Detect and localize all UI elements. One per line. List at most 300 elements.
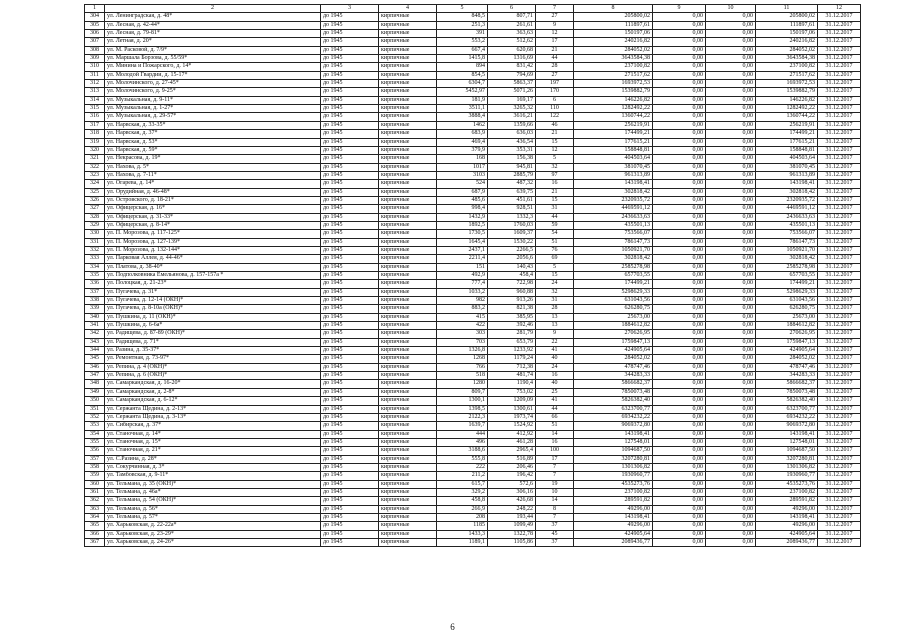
- col9-value-cell: 0,00: [653, 388, 706, 396]
- date-cell: 31.12.2017: [818, 272, 861, 280]
- address-cell: ул. Станочная, д. 21*: [105, 447, 321, 455]
- wall-material-cell: кирпичные: [379, 355, 437, 363]
- residents-cell: 37: [536, 522, 574, 530]
- date-cell: 31.12.2017: [818, 38, 861, 46]
- col11-value-cell: 240216,82: [756, 38, 818, 46]
- cost-cell: 626280,75: [574, 305, 653, 313]
- construction-year-cell: до 1945: [321, 155, 379, 163]
- address-cell: ул. П. Морозова, д. 127-139*: [105, 238, 321, 246]
- total-area-cell: 151: [437, 263, 488, 271]
- row-number-cell: 355: [85, 438, 105, 446]
- construction-year-cell: до 1945: [321, 130, 379, 138]
- row-number-cell: 336: [85, 280, 105, 288]
- construction-year-cell: до 1945: [321, 505, 379, 513]
- wall-material-cell: кирпичные: [379, 372, 437, 380]
- col9-value-cell: 0,00: [653, 288, 706, 296]
- table-row: [85, 221, 861, 229]
- address-cell: ул. Полоцкая, д. 21-23*: [105, 280, 321, 288]
- total-area-cell: 3511,1: [437, 105, 488, 113]
- col9-value-cell: 0,00: [653, 205, 706, 213]
- date-cell: 31.12.2017: [818, 288, 861, 296]
- row-number-cell: 315: [85, 105, 105, 113]
- cost-cell: 5826382,40: [574, 397, 653, 405]
- date-cell: 31.12.2017: [818, 180, 861, 188]
- date-cell: 31.12.2017: [818, 372, 861, 380]
- address-cell: ул. Сибирская, д. 37*: [105, 422, 321, 430]
- col9-value-cell: 0,00: [653, 63, 706, 71]
- total-area-cell: 391: [437, 30, 488, 38]
- cost-cell: 143198,41: [574, 180, 653, 188]
- address-cell: ул. Пугачева, д. 12-14 (ОКН)*: [105, 297, 321, 305]
- wall-material-cell: кирпичные: [379, 55, 437, 63]
- col9-value-cell: 0,00: [653, 71, 706, 79]
- date-cell: 31.12.2017: [818, 530, 861, 538]
- col11-value-cell: 177615,21: [756, 138, 818, 146]
- construction-year-cell: до 1945: [321, 472, 379, 480]
- date-cell: 31.12.2017: [818, 221, 861, 229]
- col11-value-cell: 381070,45: [756, 163, 818, 171]
- row-number-cell: 347: [85, 372, 105, 380]
- address-cell: ул. Офицерская, д. 16*: [105, 205, 321, 213]
- living-area-cell: 928,51: [488, 205, 536, 213]
- wall-material-cell: кирпичные: [379, 255, 437, 263]
- col10-value-cell: 0,00: [706, 46, 756, 54]
- total-area-cell: 181,9: [437, 96, 488, 104]
- cost-cell: 424905,64: [574, 347, 653, 355]
- cost-cell: 1693972,53: [574, 80, 653, 88]
- col10-value-cell: 0,00: [706, 30, 756, 38]
- row-number-cell: 353: [85, 422, 105, 430]
- col10-value-cell: 0,00: [706, 413, 756, 421]
- col9-value-cell: 0,00: [653, 55, 706, 63]
- date-cell: 31.12.2017: [818, 55, 861, 63]
- wall-material-cell: кирпичные: [379, 121, 437, 129]
- col10-value-cell: 0,00: [706, 338, 756, 346]
- row-number-cell: 326: [85, 196, 105, 204]
- living-area-cell: 712,38: [488, 363, 536, 371]
- wall-material-cell: кирпичные: [379, 71, 437, 79]
- construction-year-cell: до 1945: [321, 46, 379, 54]
- residents-cell: 100: [536, 447, 574, 455]
- table-row: [85, 88, 861, 96]
- table-row: [85, 513, 861, 521]
- col9-value-cell: 0,00: [653, 363, 706, 371]
- cost-cell: 5866682,37: [574, 380, 653, 388]
- residents-cell: 76: [536, 246, 574, 254]
- cost-cell: 240216,82: [574, 38, 653, 46]
- col9-value-cell: 0,00: [653, 497, 706, 505]
- address-cell: ул. Молодой Гвардии, д. 15-17*: [105, 71, 321, 79]
- address-cell: ул. Парковая Аллея, д. 44-46*: [105, 255, 321, 263]
- wall-material-cell: кирпичные: [379, 363, 437, 371]
- residents-cell: 7: [536, 463, 574, 471]
- table-row: [85, 438, 861, 446]
- residents-cell: 66: [536, 413, 574, 421]
- date-cell: 31.12.2017: [818, 105, 861, 113]
- table-row: [85, 238, 861, 246]
- cost-cell: 1094687,50: [574, 447, 653, 455]
- residents-cell: 45: [536, 530, 574, 538]
- construction-year-cell: до 1945: [321, 305, 379, 313]
- col9-value-cell: 0,00: [653, 163, 706, 171]
- table-row: [85, 38, 861, 46]
- residents-cell: 40: [536, 355, 574, 363]
- col10-value-cell: 0,00: [706, 238, 756, 246]
- residents-cell: 27: [536, 13, 574, 21]
- col10-value-cell: 0,00: [706, 455, 756, 463]
- date-cell: 31.12.2017: [818, 305, 861, 313]
- total-area-cell: 3103: [437, 171, 488, 179]
- wall-material-cell: кирпичные: [379, 505, 437, 513]
- col9-value-cell: 0,00: [653, 30, 706, 38]
- col10-value-cell: 0,00: [706, 55, 756, 63]
- col9-value-cell: 0,00: [653, 113, 706, 121]
- col9-value-cell: 0,00: [653, 522, 706, 530]
- col9-value-cell: 0,00: [653, 313, 706, 321]
- cost-cell: 174499,21: [574, 130, 653, 138]
- col10-value-cell: 0,00: [706, 138, 756, 146]
- wall-material-cell: кирпичные: [379, 138, 437, 146]
- cost-cell: 302818,42: [574, 255, 653, 263]
- table-row: [85, 155, 861, 163]
- construction-year-cell: до 1945: [321, 146, 379, 154]
- table-row: [85, 455, 861, 463]
- construction-year-cell: до 1945: [321, 455, 379, 463]
- construction-year-cell: до 1945: [321, 205, 379, 213]
- col10-value-cell: 0,00: [706, 522, 756, 530]
- table-row: [85, 146, 861, 154]
- residents-cell: 170: [536, 88, 574, 96]
- residents-cell: 31: [536, 297, 574, 305]
- total-area-cell: 777,4: [437, 280, 488, 288]
- wall-material-cell: кирпичные: [379, 472, 437, 480]
- cost-cell: 435501,13: [574, 221, 653, 229]
- date-cell: 31.12.2017: [818, 338, 861, 346]
- cost-cell: 158848,81: [574, 146, 653, 154]
- date-cell: 31.12.2017: [818, 363, 861, 371]
- wall-material-cell: кирпичные: [379, 46, 437, 54]
- living-area-cell: 1233,92: [488, 347, 536, 355]
- living-area-cell: 363,63: [488, 30, 536, 38]
- date-cell: 31.12.2017: [818, 113, 861, 121]
- residents-cell: 28: [536, 63, 574, 71]
- total-area-cell: 3188,6: [437, 447, 488, 455]
- table-row: [85, 397, 861, 405]
- construction-year-cell: до 1945: [321, 530, 379, 538]
- table-row: [85, 30, 861, 38]
- col10-value-cell: 0,00: [706, 388, 756, 396]
- cost-cell: 9069372,80: [574, 422, 653, 430]
- residents-cell: 44: [536, 213, 574, 221]
- residents-cell: 24: [536, 363, 574, 371]
- address-cell: ул. Пугачева, д. 31*: [105, 288, 321, 296]
- address-cell: ул. Минина и Пожарского, д. 14*: [105, 63, 321, 71]
- row-number-cell: 308: [85, 46, 105, 54]
- date-cell: 31.12.2017: [818, 355, 861, 363]
- row-number-cell: 316: [85, 113, 105, 121]
- living-area-cell: 2885,79: [488, 171, 536, 179]
- cost-cell: 302818,42: [574, 188, 653, 196]
- col9-value-cell: 0,00: [653, 180, 706, 188]
- living-area-cell: 753,02: [488, 388, 536, 396]
- row-number-cell: 349: [85, 388, 105, 396]
- col11-value-cell: 302818,42: [756, 188, 818, 196]
- residents-cell: 15: [536, 138, 574, 146]
- cost-cell: 1301306,82: [574, 463, 653, 471]
- col10-value-cell: 0,00: [706, 505, 756, 513]
- living-area-cell: 426,68: [488, 497, 536, 505]
- living-area-cell: 512,62: [488, 38, 536, 46]
- col9-value-cell: 0,00: [653, 322, 706, 330]
- col11-value-cell: 1693972,53: [756, 80, 818, 88]
- row-number-cell: 334: [85, 263, 105, 271]
- total-area-cell: 1639,7: [437, 422, 488, 430]
- living-area-cell: 5071,26: [488, 88, 536, 96]
- address-cell: ул. Лесная, д. 42-44*: [105, 21, 321, 29]
- date-cell: 31.12.2017: [818, 522, 861, 530]
- table-row: [85, 522, 861, 530]
- residents-cell: 17: [536, 455, 574, 463]
- col11-value-cell: 5866682,37: [756, 380, 818, 388]
- col10-value-cell: 0,00: [706, 196, 756, 204]
- col10-value-cell: 0,00: [706, 297, 756, 305]
- col11-value-cell: 404503,64: [756, 155, 818, 163]
- construction-year-cell: до 1945: [321, 255, 379, 263]
- total-area-cell: 1415,8: [437, 55, 488, 63]
- living-area-cell: 193,44: [488, 513, 536, 521]
- col11-value-cell: 435501,13: [756, 221, 818, 229]
- column-number-header: 4: [379, 5, 437, 13]
- row-number-cell: 362: [85, 497, 105, 505]
- wall-material-cell: кирпичные: [379, 30, 437, 38]
- wall-material-cell: кирпичные: [379, 238, 437, 246]
- col10-value-cell: 0,00: [706, 163, 756, 171]
- construction-year-cell: до 1945: [321, 246, 379, 254]
- date-cell: 31.12.2017: [818, 463, 861, 471]
- row-number-cell: 323: [85, 171, 105, 179]
- living-area-cell: 3616,21: [488, 113, 536, 121]
- row-number-cell: 306: [85, 30, 105, 38]
- living-area-cell: 1359,66: [488, 121, 536, 129]
- col9-value-cell: 0,00: [653, 372, 706, 380]
- col11-value-cell: 205800,02: [756, 13, 818, 21]
- construction-year-cell: до 1945: [321, 55, 379, 63]
- living-area-cell: 487,32: [488, 180, 536, 188]
- date-cell: 31.12.2017: [818, 539, 861, 547]
- table-row: [85, 55, 861, 63]
- row-number-cell: 351: [85, 405, 105, 413]
- wall-material-cell: кирпичные: [379, 205, 437, 213]
- residents-cell: 37: [536, 539, 574, 547]
- residents-cell: 51: [536, 422, 574, 430]
- column-number-header: 5: [437, 5, 488, 13]
- table-row: [85, 338, 861, 346]
- wall-material-cell: кирпичные: [379, 388, 437, 396]
- residents-cell: 44: [536, 55, 574, 63]
- total-area-cell: 1033,2: [437, 288, 488, 296]
- col9-value-cell: 0,00: [653, 397, 706, 405]
- col11-value-cell: 2089436,77: [756, 539, 818, 547]
- col10-value-cell: 0,00: [706, 472, 756, 480]
- col11-value-cell: 1282492,22: [756, 105, 818, 113]
- table-row: [85, 430, 861, 438]
- row-number-cell: 346: [85, 363, 105, 371]
- wall-material-cell: кирпичные: [379, 196, 437, 204]
- wall-material-cell: кирпичные: [379, 21, 437, 29]
- living-area-cell: 516,89: [488, 455, 536, 463]
- residents-cell: 44: [536, 405, 574, 413]
- living-area-cell: 1332,3: [488, 213, 536, 221]
- construction-year-cell: до 1945: [321, 121, 379, 129]
- col11-value-cell: 111897,61: [756, 21, 818, 29]
- cost-cell: 2089436,77: [574, 539, 653, 547]
- column-number-header: 12: [818, 5, 861, 13]
- construction-year-cell: до 1945: [321, 488, 379, 496]
- col9-value-cell: 0,00: [653, 146, 706, 154]
- col10-value-cell: 0,00: [706, 463, 756, 471]
- living-area-cell: 306,16: [488, 488, 536, 496]
- wall-material-cell: кирпичные: [379, 405, 437, 413]
- construction-year-cell: до 1945: [321, 347, 379, 355]
- address-cell: ул. Молочинского, д. 9-25*: [105, 88, 321, 96]
- date-cell: 31.12.2017: [818, 438, 861, 446]
- col10-value-cell: 0,00: [706, 188, 756, 196]
- page-number: 6: [450, 622, 455, 632]
- date-cell: 31.12.2017: [818, 322, 861, 330]
- residents-cell: 27: [536, 71, 574, 79]
- row-number-cell: 360: [85, 480, 105, 488]
- wall-material-cell: кирпичные: [379, 447, 437, 455]
- col10-value-cell: 0,00: [706, 305, 756, 313]
- living-area-cell: 572,6: [488, 480, 536, 488]
- construction-year-cell: до 1945: [321, 138, 379, 146]
- construction-year-cell: до 1945: [321, 388, 379, 396]
- row-number-cell: 318: [85, 130, 105, 138]
- col11-value-cell: 271517,62: [756, 71, 818, 79]
- col9-value-cell: 0,00: [653, 413, 706, 421]
- living-area-cell: 821,38: [488, 305, 536, 313]
- address-cell: ул. М. Расковой, д. 7/9*: [105, 46, 321, 54]
- table-row: [85, 413, 861, 421]
- cost-cell: 2585278,98: [574, 263, 653, 271]
- cost-cell: 1360744,22: [574, 113, 653, 121]
- living-area-cell: 960,88: [488, 288, 536, 296]
- col11-value-cell: 289591,82: [756, 497, 818, 505]
- cost-cell: 146226,82: [574, 96, 653, 104]
- residents-cell: 5: [536, 263, 574, 271]
- address-cell: ул. П. Морозова, д. 132-144*: [105, 246, 321, 254]
- table-row: [85, 246, 861, 254]
- row-number-cell: 313: [85, 88, 105, 96]
- cost-cell: 1282492,22: [574, 105, 653, 113]
- cost-cell: 270626,95: [574, 330, 653, 338]
- col10-value-cell: 0,00: [706, 280, 756, 288]
- col9-value-cell: 0,00: [653, 88, 706, 96]
- date-cell: 31.12.2017: [818, 472, 861, 480]
- table-row: [85, 380, 861, 388]
- living-area-cell: 1316,69: [488, 55, 536, 63]
- col11-value-cell: 424905,64: [756, 530, 818, 538]
- address-cell: ул. Молочинского, д. 27-45*: [105, 80, 321, 88]
- table-row: [85, 447, 861, 455]
- address-cell: ул. Репина, д. 6 (ОКН)*: [105, 372, 321, 380]
- col9-value-cell: 0,00: [653, 463, 706, 471]
- residents-cell: 9: [536, 21, 574, 29]
- col10-value-cell: 0,00: [706, 380, 756, 388]
- wall-material-cell: кирпичные: [379, 272, 437, 280]
- wall-material-cell: кирпичные: [379, 155, 437, 163]
- date-cell: 31.12.2017: [818, 447, 861, 455]
- col10-value-cell: 0,00: [706, 288, 756, 296]
- col11-value-cell: 631043,56: [756, 297, 818, 305]
- col11-value-cell: 753566,07: [756, 230, 818, 238]
- construction-year-cell: до 1945: [321, 288, 379, 296]
- row-number-cell: 359: [85, 472, 105, 480]
- living-area-cell: 1209,09: [488, 397, 536, 405]
- date-cell: 31.12.2017: [818, 330, 861, 338]
- col9-value-cell: 0,00: [653, 480, 706, 488]
- living-area-cell: 2056,6: [488, 255, 536, 263]
- total-area-cell: 998,4: [437, 205, 488, 213]
- wall-material-cell: кирпичные: [379, 513, 437, 521]
- cost-cell: 143198,41: [574, 430, 653, 438]
- address-cell: ул. Огарева, д. 14*: [105, 180, 321, 188]
- col10-value-cell: 0,00: [706, 171, 756, 179]
- total-area-cell: 982: [437, 297, 488, 305]
- row-number-cell: 339: [85, 305, 105, 313]
- address-cell: ул. Нарвская, д. 37*: [105, 130, 321, 138]
- address-cell: ул. Самаркандская, д. 2-8*: [105, 388, 321, 396]
- living-area-cell: 1760,03: [488, 221, 536, 229]
- living-area-cell: 1524,92: [488, 422, 536, 430]
- total-area-cell: 1645,4: [437, 238, 488, 246]
- col10-value-cell: 0,00: [706, 205, 756, 213]
- construction-year-cell: до 1945: [321, 380, 379, 388]
- cost-cell: 284052,02: [574, 46, 653, 54]
- col9-value-cell: 0,00: [653, 472, 706, 480]
- total-area-cell: 496: [437, 438, 488, 446]
- col10-value-cell: 0,00: [706, 330, 756, 338]
- living-area-cell: 620,68: [488, 46, 536, 54]
- col9-value-cell: 0,00: [653, 438, 706, 446]
- total-area-cell: 1462: [437, 121, 488, 129]
- construction-year-cell: до 1945: [321, 38, 379, 46]
- construction-year-cell: до 1945: [321, 213, 379, 221]
- living-area-cell: 1530,22: [488, 238, 536, 246]
- total-area-cell: 492,9: [437, 272, 488, 280]
- total-area-cell: 379,9: [437, 146, 488, 154]
- address-cell: ул. Пугачева, д. 8-10а (ОКН)*: [105, 305, 321, 313]
- wall-material-cell: кирпичные: [379, 430, 437, 438]
- col11-value-cell: 1539882,79: [756, 88, 818, 96]
- row-number-cell: 337: [85, 288, 105, 296]
- residents-cell: 16: [536, 180, 574, 188]
- total-area-cell: 1189,1: [437, 539, 488, 547]
- residents-cell: 14: [536, 497, 574, 505]
- row-number-cell: 319: [85, 138, 105, 146]
- table-row: [85, 80, 861, 88]
- total-area-cell: 469,4: [437, 138, 488, 146]
- col11-value-cell: 49296,00: [756, 505, 818, 513]
- date-cell: 31.12.2017: [818, 205, 861, 213]
- col9-value-cell: 0,00: [653, 539, 706, 547]
- total-area-cell: 553,2: [437, 38, 488, 46]
- total-area-cell: 251,3: [437, 21, 488, 29]
- date-cell: 31.12.2017: [818, 80, 861, 88]
- address-cell: ул. Радищева, д. 71*: [105, 338, 321, 346]
- residents-cell: 16: [536, 372, 574, 380]
- wall-material-cell: кирпичные: [379, 438, 437, 446]
